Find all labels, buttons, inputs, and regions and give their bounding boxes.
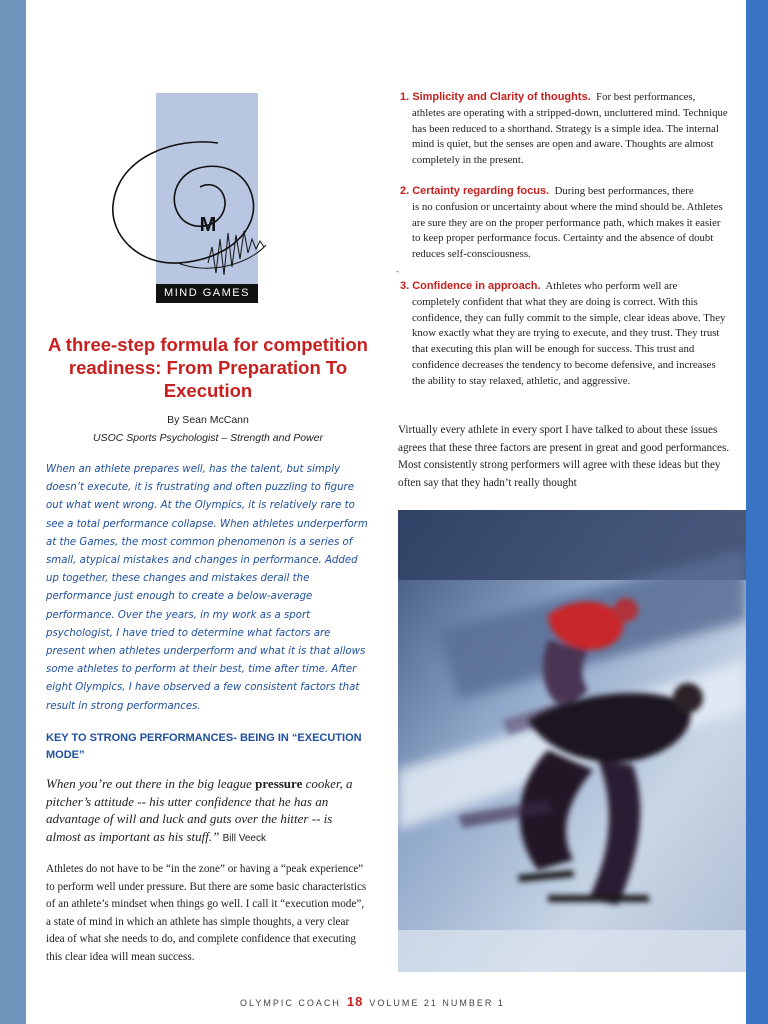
- right-color-bar: [746, 0, 768, 1024]
- pull-quote: [46, 775, 368, 847]
- logo-letter: M: [199, 214, 217, 236]
- page-footer: [240, 994, 540, 1009]
- footer-volume: VOLUME 21 NUMBER 1: [369, 998, 505, 1008]
- list-item: [400, 184, 730, 263]
- speed-skaters-photo: [398, 510, 746, 972]
- quote-text-before: When you’re out there in the big league: [46, 776, 256, 791]
- stray-dash: -: [396, 266, 399, 276]
- mind-games-label: MIND GAMES: [156, 284, 258, 303]
- mind-games-logo-icon: [108, 135, 278, 285]
- intro-paragraph: When an athlete prepares well, has the talent, but simply doesn’t execute, it is frustrating and often puzzling to figure out what went wrong. At the Olympics, it is relatively rare to see a total performance collapse. When athletes underperform at the Games, the most common phenomenon is a series of small, atypical mistakes and changes in performance. Added up together, these changes and mistakes derail the performance just enough to create a below-average performance. Over the years, in my work as a sport psychologist, I have tried to determine what factors are present when athletes underperform and what it is that allows some athletes to perform at their best, time after time. After eight Olympics, I have observed a few consistent factors that result in strong performances.: [46, 464, 368, 712]
- quote-text-after: cooker, a pitcher’s attitude -- his utter confidence that he has an advantage of will and luck and guts over the hitter -- is almost as important as his stuff.”: [46, 776, 353, 844]
- body-paragraph-left: Athletes do not have to be “in the zone” or having a “peak experience” to perform well under pressure. But there are some basic characteristics of an athlete’s mindset when things go well. I call it “execution mode”, a state of mind in which an athlete has simple thoughts, a very clear idea of what she needs to do, and complete confidence that executing this clear idea will mean success.: [46, 863, 367, 963]
- list-item: [400, 90, 730, 169]
- list-item-first-line: For best performances,: [596, 91, 696, 103]
- section-subhead: KEY TO STRONG PERFORMANCES- BEING IN “EXECUTION MODE”: [46, 732, 362, 761]
- list-item-first-line: During best performances, there: [554, 185, 694, 197]
- list-item-lead: 3. Confidence in approach.: [400, 280, 541, 292]
- list-item-lead: 1. Simplicity and Clarity of thoughts.: [400, 91, 591, 103]
- byline: By Sean McCann: [167, 414, 249, 426]
- list-item-text: is no confusion or uncertainty about where the mind should be. Athletes are sure they are on the proper performance path, which makes it easier to keep proper performance focus. Certainty and the absence of doubt reduces self-consciousness.: [412, 200, 723, 261]
- list-item-lead: 2. Certainty regarding focus.: [400, 185, 550, 197]
- list-item-text: completely confident that what they are doing is correct. With this confidence, they can fully commit to the simple, clear ideas above. They know exactly what they are trying to execute, and they trust. They trust that executing this plan will be enough for success. This trust and confidence decreases the tendency to become defensive, and increases the ability to stay relaxed, athletic, and aggressive.: [412, 295, 726, 387]
- list-item-text: athletes are operating with a stripped-down, uncluttered mind. Technique has been reduced to a shorthand. Strategy is a simple idea. The internal mind is quiet, but the senses are open and aware. Thoughts are almost completely in the present.: [412, 106, 728, 167]
- quote-attribution: Bill Veeck: [222, 832, 266, 844]
- author-role: USOC Sports Psychologist – Strength and Power: [93, 432, 323, 444]
- body-paragraph-right: Virtually every athlete in every sport I have talked to about these issues agrees that these three factors are present in great and good performances. Most consistently strong performers will agree with these ideas but they often say that they hadn’t really thought: [398, 424, 730, 489]
- page-number: 18: [346, 994, 364, 1009]
- quote-keyword: pressure: [255, 776, 303, 791]
- footer-publication: OLYMPIC COACH: [240, 998, 341, 1008]
- list-item-first-line: Athletes who perform well are: [545, 280, 678, 292]
- article-headline: A three-step formula for competition readiness: From Preparation To Execution: [47, 334, 368, 401]
- list-item: [400, 279, 730, 390]
- left-color-bar: [0, 0, 26, 1024]
